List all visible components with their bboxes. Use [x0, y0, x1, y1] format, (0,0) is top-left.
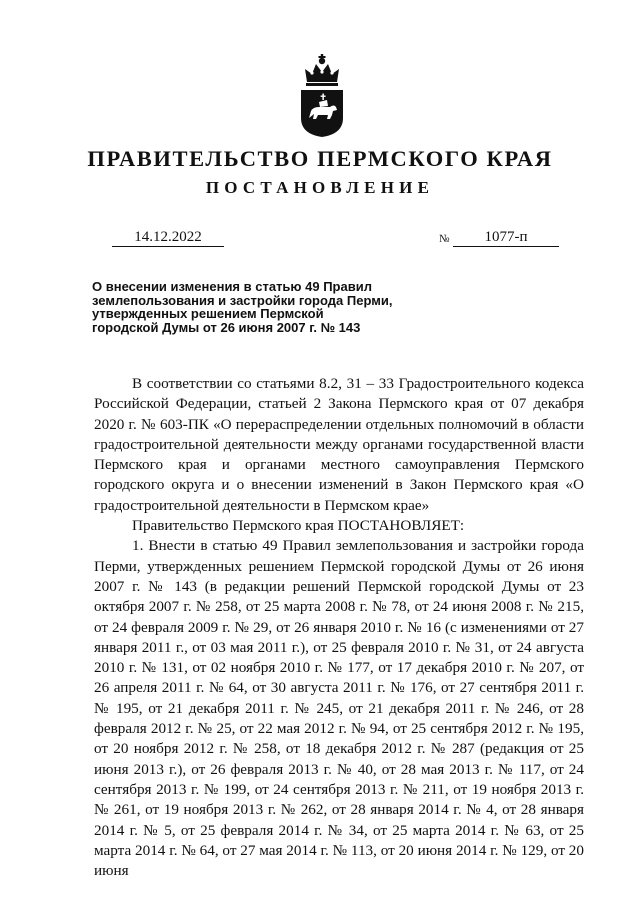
subject-line: утвержденных решением Пермской [92, 306, 324, 322]
document-number: 1077-п [453, 228, 559, 247]
preamble-paragraph: В соответствии со статьями 8.2, 31 – 33 Градостроительного кодекса Российской Федерации, статьей 2 Закона Пермского края от 07 декабря 2020 г. № 603-ПК «О перераспределении отдельных полномочий в области градостроительной деятельности между органами государственной власти Пермского края и органами местного самоуправления Пермского городского округа и о внесении изменений в Закон Пермского края «О градостроительной деятельности в Пермском крае» [94, 375, 584, 514]
document-body [94, 374, 584, 881]
document-date: 14.12.2022 [112, 228, 224, 247]
perm-krai-coat-of-arms-icon [299, 52, 345, 138]
number-sign: № [439, 233, 450, 245]
document-type-heading: ПОСТАНОВЛЕНИЕ [205, 178, 435, 197]
subject-line: землепользования и застройки города Перми, [92, 292, 393, 308]
government-title: ПРАВИТЕЛЬСТВО ПЕРМСКОГО КРАЯ [87, 146, 553, 171]
subject-line: городской Думы от 26 июня 2007 г. № 143 [92, 319, 361, 335]
resolution-paragraph: Правительство Пермского края ПОСТАНОВЛЯЕТ: [132, 517, 465, 535]
document-subject [92, 280, 432, 334]
subject-line: О внесении изменения в статью 49 Правил [92, 279, 372, 294]
item-1-paragraph: 1. Внести в статью 49 Правил землепользования и застройки города Перми, утвержденных решением Пермской городской Думы от 26 июня 2007 г. № 143 (в редакции решений Пермской городской Думы от 23 октября 2007 г. № 258, от 25 марта 2008 г. № 78, от 24 июня 2008 г. № 215, от 24 февраля 2009 г. № 29, от 26 января 2010 г. № 16 (с изменениями от 27 января 2011 г., от 03 мая 2011 г.), от 25 февраля 2010 г. № 31, от 24 августа 2010 г. № 131, от 02 ноября 2010 г. № 177, от 17 декабря 2010 г. № 207, от 26 апреля 2011 г. № 64, от 30 августа 2011 г. № 176, от 27 сентября 2011 г. № 195, от 21 декабря 2011 г. № 245, от 21 декабря 2011 г. № 246, от 28 февраля 2012 г. № 25, от 22 мая 2012 г. № 94, от 25 сентября 2012 г. № 195, от 20 ноября 2012 г. № 258, от 18 декабря 2012 г. № 287 (редакция от 25 июня 2013 г.), от 26 февраля 2013 г. № 40, от 28 мая 2013 г. № 117, от 24 сентября 2013 г. № 199, от 24 сентября 2013 г. № 211, от 19 ноября 2013 г. № 261, от 19 ноября 2013 г. № 262, от 28 января 2014 г. № 4, от 28 января 2014 г. № 5, от 25 февраля 2014 г. № 34, от 25 марта 2014 г. № 63, от 25 марта 2014 г. № 64, от 27 мая 2014 г. № 113, от 20 июня 2014 г. № 129, от 20 июня [94, 537, 584, 880]
